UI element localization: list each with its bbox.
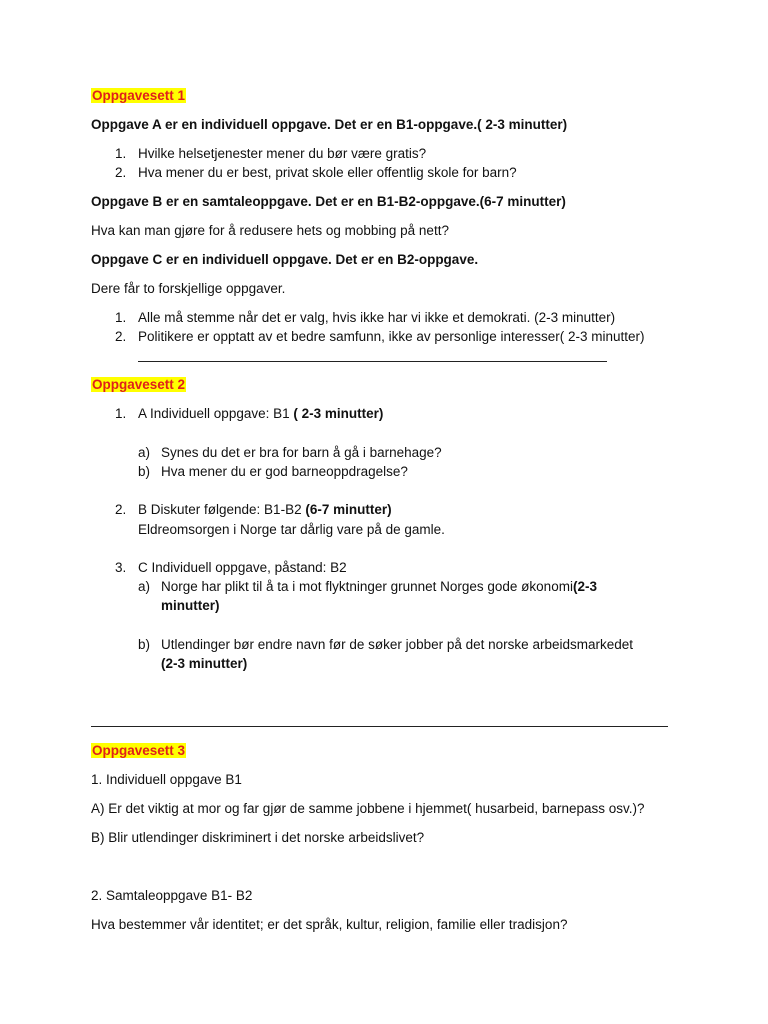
set1-heading	[91, 87, 186, 105]
set2-a-sub-2: Hva mener du er god barneoppdragelse?	[161, 464, 408, 479]
set2-heading	[91, 376, 186, 394]
set2-item-2-num: 2.	[115, 502, 127, 517]
set1-a-item-1-num: 1.	[115, 146, 127, 161]
set1-a-item-2: Hva mener du er best, privat skole eller offentlig skole for barn?	[138, 165, 517, 180]
set2-c-sub-2: Utlendinger bør endre navn før de søker jobber på det norske arbeidsmarkedet	[161, 637, 633, 652]
set2-c-sub-1-letter: a)	[138, 579, 151, 594]
set3-task-1-a: A) Er det viktig at mor og far gjør de samme jobbene i hjemmet( husarbeid, barnepass osv.)?	[91, 801, 645, 816]
set3-task-2: 2. Samtaleoppgave B1- B2	[91, 888, 253, 903]
set1-c-item-2-num: 2.	[115, 329, 127, 344]
set2-c-sub-1-text: Norge har plikt til å ta i mot flyktninger grunnet Norges gode økonomi	[161, 579, 573, 594]
set2-item-2-duration: (6-7 minutter)	[305, 502, 392, 517]
set1-heading-text: Oppgavesett 1	[92, 88, 186, 103]
set1-task-b: Oppgave B er en samtaleoppgave. Det er en B1-B2-oppgave.(6-7 minutter)	[91, 194, 566, 209]
set3-heading	[91, 742, 186, 760]
set2-item-1	[138, 405, 383, 423]
set3-task-1: 1. Individuell oppgave B1	[91, 772, 242, 787]
set1-c-item-1-num: 1.	[115, 310, 127, 325]
set1-c-item-1: Alle må stemme når det er valg, hvis ikke har vi ikke et demokrati. (2-3 minutter)	[138, 310, 616, 325]
set1-a-item-2-num: 2.	[115, 165, 127, 180]
set2-a-sub-2-letter: b)	[138, 464, 151, 479]
set2-item-1-duration: ( 2-3 minutter)	[293, 406, 384, 421]
set1-task-c-intro: Dere får to forskjellige oppgaver.	[91, 281, 286, 296]
set3-heading-text: Oppgavesett 3	[92, 743, 186, 758]
set2-c-sub-2-letter: b)	[138, 637, 151, 652]
set2-item-3-num: 3.	[115, 560, 127, 575]
divider-1	[138, 361, 607, 362]
set3-task-2-question: Hva bestemmer vår identitet; er det språk, kultur, religion, familie eller tradisjon?	[91, 917, 568, 932]
set2-b-statement: Eldreomsorgen i Norge tar dårlig vare på de gamle.	[138, 522, 445, 537]
divider-2	[91, 726, 668, 727]
set1-task-c: Oppgave C er en individuell oppgave. Det er en B2-oppgave.	[91, 252, 479, 267]
set1-task-b-question: Hva kan man gjøre for å redusere hets og mobbing på nett?	[91, 223, 449, 238]
set1-task-a: Oppgave A er en individuell oppgave. Det er en B1-oppgave.( 2-3 minutter)	[91, 117, 568, 132]
set2-c-sub-1-duration-b: minutter)	[161, 598, 220, 613]
set3-task-1-b: B) Blir utlendinger diskriminert i det norske arbeidslivet?	[91, 830, 425, 845]
set2-c-sub-2-duration: (2-3 minutter)	[161, 656, 248, 671]
set2-item-2-text: B Diskuter følgende: B1-B2	[138, 502, 306, 517]
set2-item-1-text: A Individuell oppgave: B1	[138, 406, 294, 421]
set2-item-1-num: 1.	[115, 406, 127, 421]
set2-c-sub-1	[161, 578, 597, 596]
set2-a-sub-1: Synes du det er bra for barn å gå i barnehage?	[161, 445, 442, 460]
set2-a-sub-1-letter: a)	[138, 445, 151, 460]
set2-heading-text: Oppgavesett 2	[92, 377, 186, 392]
set2-item-2	[138, 501, 392, 519]
set1-c-item-2: Politikere er opptatt av et bedre samfunn, ikke av personlige interesser( 2-3 minutter)	[138, 329, 645, 344]
set1-a-item-1: Hvilke helsetjenester mener du bør være gratis?	[138, 146, 427, 161]
set2-item-3: C Individuell oppgave, påstand: B2	[138, 560, 347, 575]
set2-c-sub-1-duration-a: (2-3	[572, 579, 597, 594]
